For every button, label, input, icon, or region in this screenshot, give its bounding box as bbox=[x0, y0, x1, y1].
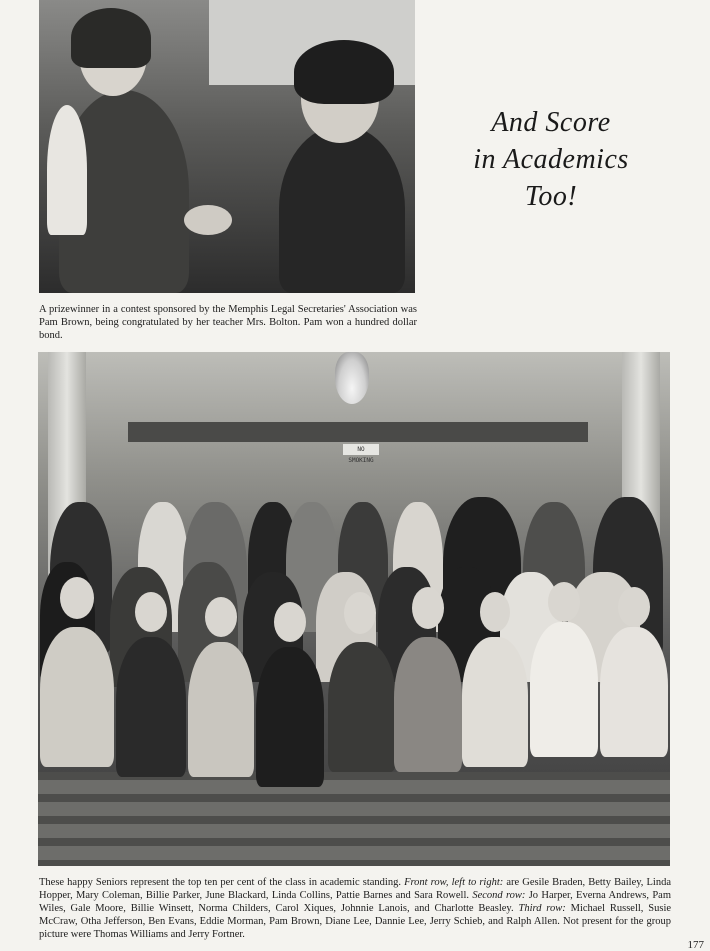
front-row-person bbox=[394, 637, 462, 772]
front-row-person bbox=[40, 627, 114, 767]
front-row-person bbox=[530, 622, 598, 757]
person-head bbox=[480, 592, 510, 632]
second-row-names: Jo Harper, Everna Andrews, Pam Wiles, Gale Moore, Billie Winsett, Norma Childers, Carol Xiques, Johnnie Lanois, and Charlotte Beasley. bbox=[39, 890, 671, 914]
front-row-person bbox=[188, 642, 254, 777]
title-line-2: in Academics bbox=[473, 144, 629, 175]
person-head bbox=[274, 602, 306, 642]
group-photo bbox=[38, 352, 670, 866]
student-hair bbox=[71, 8, 151, 68]
sign-text: NO SMOKING bbox=[348, 446, 374, 464]
stairs bbox=[38, 772, 670, 866]
student-blouse bbox=[47, 105, 87, 235]
group-photo-caption bbox=[39, 876, 671, 941]
third-row-names: Michael Russell, Susie McCraw, Otha Jefferson, Ben Evans, Eddie Morman, Pam Brown, Diane Lee, Dannie Lee, Jerry Schieb, and Ralph Allen. Not present for the group picture were Thomas Williams and Jerry Fortner. bbox=[39, 903, 672, 940]
person-head bbox=[548, 582, 580, 622]
top-photo-caption: A prizewinner in a contest sponsored by the Memphis Legal Secretaries' Association was Pam Brown, being congratulated by her teacher Mrs. Bolton. Pam won a hundred dollar bond. bbox=[39, 304, 417, 341]
front-row-person bbox=[116, 637, 186, 777]
front-row-person bbox=[328, 642, 396, 772]
person-head bbox=[618, 587, 650, 627]
person-head bbox=[60, 577, 94, 619]
person-head bbox=[412, 587, 444, 629]
page-number: 177 bbox=[687, 939, 704, 951]
wall-beam bbox=[128, 422, 588, 442]
page-title bbox=[466, 104, 636, 215]
front-row-person bbox=[462, 637, 528, 767]
second-row-label: Second row: bbox=[472, 890, 526, 901]
person-head bbox=[135, 592, 167, 632]
front-row-person bbox=[600, 627, 668, 757]
person-head bbox=[205, 597, 237, 637]
teacher-figure bbox=[279, 125, 405, 293]
third-row-label: Third row: bbox=[518, 903, 566, 914]
handshake-photo bbox=[39, 0, 415, 293]
ceiling-lamp bbox=[335, 352, 369, 404]
person-head bbox=[344, 592, 376, 634]
handshake bbox=[184, 205, 232, 235]
front-row-person bbox=[256, 647, 324, 787]
front-row-label: Front row, left to right: bbox=[404, 877, 504, 888]
teacher-hair bbox=[294, 40, 394, 104]
no-smoking-sign bbox=[343, 444, 379, 464]
caption-intro: These happy Seniors represent the top ten per cent of the class in academic standing. bbox=[39, 877, 401, 888]
title-line-3: Too! bbox=[524, 181, 578, 212]
title-line-1: And Score bbox=[491, 107, 611, 138]
front-row-names: are Gesile Braden, Betty Bailey, Linda Hopper, Mary Coleman, Billie Parker, June Blackard, Linda Collins, Pattie Barnes and Sara Rowell. bbox=[39, 877, 672, 901]
